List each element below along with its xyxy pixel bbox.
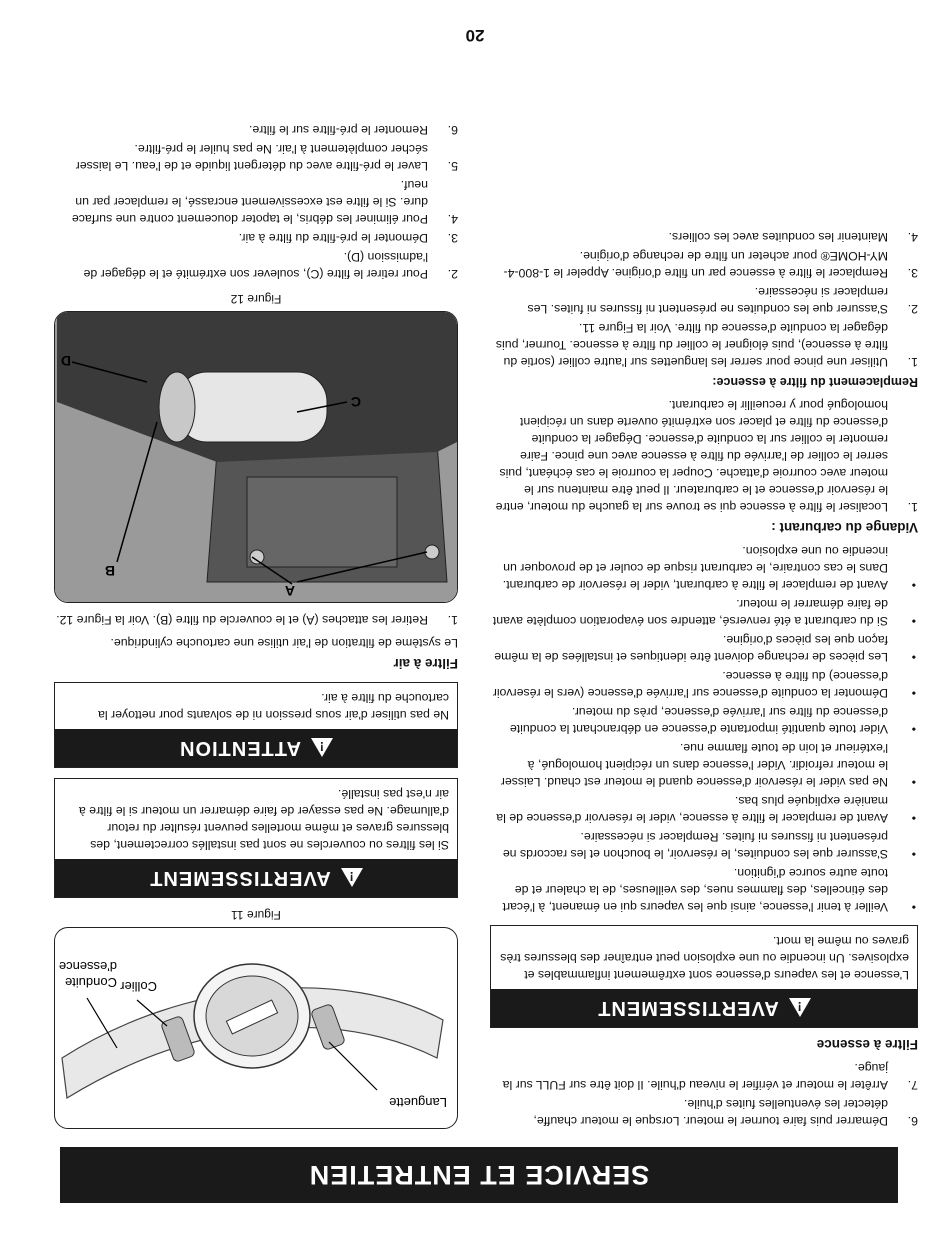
list-item: 1. Utiliser une pince pour serrer les languettes sur l'autre collier (sortie du filtre à essence), puis éloigner le collier du filtre à essence. Tourner, puis dégager la conduite d'essence du filtre. Voir la Figure 11. xyxy=(495,321,918,369)
page-number: 20 xyxy=(465,26,485,45)
list-item: 5. Laver le pré-filtre avec du détergent liquide et de l'eau. Le laisser sécher complètement à l'air. Ne pas huiler le pré-filtre. xyxy=(75,142,458,173)
bullet-icon: • xyxy=(911,722,916,736)
list-item: 3. Remplacer le filtre à essence par un filtre d'origine. Appeler le 1-800-4-MY-HOME® pour acheter un filtre de rechange d'origine. xyxy=(503,249,918,280)
list-item: • Veiller à tenir l'essence, ainsi que les vapeurs qui en émanent, à l'écart des étincelles, des flammes nues, des veilleuses, de la chaleur et de toute autre source d'ignition. xyxy=(502,866,916,914)
air-filter-heading: Filtre à air xyxy=(393,656,458,671)
section-title: SERVICE ET ENTRETIEN xyxy=(308,1160,650,1191)
bullet-icon: • xyxy=(911,578,916,592)
warning-triangle-icon: ! xyxy=(789,999,811,1018)
list-item: 2. S'assurer que les conduites ne présentent ni fissures ni fuites. Les remplacer si nécessaire. xyxy=(527,285,918,316)
list-item: • Vider toute quantité importante d'essence en débranchant la conduite d'essence du filtre sur l'arrivée d'essence, près du moteur. xyxy=(509,705,916,736)
list-item: 2. Pour retirer le filtre (C), soulever son extrémité et le dégager de l'admission (D). xyxy=(83,250,458,281)
list-item: 3. Démonter le pré-filtre du filtre à air. xyxy=(238,231,458,245)
list-item: • Avant de remplacer le filtre à carburant, vider le réservoir de carburant. Dans le cas contraire, le carburant risque de couler et de provoquer un incendie ou une explosion. xyxy=(502,544,916,592)
list-item: • Si du carburant a été renversé, attendre son évaporation complète avant de faire démarrer le moteur. xyxy=(492,597,916,628)
warning-title: AVERTISSEMENT xyxy=(597,997,779,1020)
filter-end-shape xyxy=(159,372,195,442)
figure-12-illustration xyxy=(54,311,458,603)
caution-title: ATTENTION xyxy=(179,737,301,760)
fuel-warning-box xyxy=(490,925,918,1028)
languette-callout-line xyxy=(329,1042,377,1090)
caution-triangle-icon: ! xyxy=(311,739,333,758)
backfire-warning-box xyxy=(54,778,458,898)
list-item: 1. Localiser le filtre à essence qui se trouve sur la gauche du moteur, entre le réservoir d'essence et le carburateur. Il peut être maintenu sur le moteur avec courroie d'attache. Couper la courroie le cas échéant, puis serrer le collier de l'arrivée du filtre à essence avec une pince. Faire remonter le collier sur la conduite d'essence. Dégager la conduite d'essence du filtre et placer son extrémité ouverte dans un récipient homologué pour y recueillir le carburant. xyxy=(495,398,918,514)
figure-11-caption: Figure 11 xyxy=(231,908,281,922)
label-a: A xyxy=(284,583,295,599)
warning-header xyxy=(491,989,917,1027)
section-banner xyxy=(60,1147,898,1203)
list-item: 1. Retirer les attaches (A) et le couvercle du filtre (B). Voir la Figure 12. xyxy=(56,613,458,627)
fuel-filter-drawing xyxy=(54,928,457,1128)
cover-panel-shape xyxy=(247,477,397,567)
figure-12-caption: Figure 12 xyxy=(230,292,282,306)
list-item: • Démonter la conduite d'essence sur l'arrivée d'essence (vers le réservoir d'essence) du filtre à essence. xyxy=(492,669,916,700)
filter-cartridge-shape xyxy=(177,372,327,442)
caution-header xyxy=(55,729,457,767)
conduite-label-1: Conduite xyxy=(64,975,117,990)
languette-label: Languette xyxy=(389,1095,447,1110)
bullet-icon: • xyxy=(911,811,916,825)
drain-steps xyxy=(490,396,918,515)
clip-a-shape xyxy=(425,545,439,559)
fuel-safety-bullets xyxy=(490,542,918,915)
bullet-icon: • xyxy=(911,847,916,861)
engine-oil-steps xyxy=(490,1059,918,1129)
list-item: 4. Pour éliminer les débris, le tapoter doucement contre une surface dure. Si le filtre est excessivement encrassé, le remplacer par un neuf. xyxy=(71,178,458,226)
replace-heading: Remplacement du filtre à essence: xyxy=(712,375,918,389)
label-c: C xyxy=(350,394,361,410)
label-b: B xyxy=(104,563,115,579)
air-filter-steps-a xyxy=(54,611,458,628)
bullet-icon: • xyxy=(911,900,916,914)
left-column xyxy=(490,226,918,1129)
air-filter-steps-b xyxy=(54,121,458,282)
fuel-filter-heading: Filtre à essence xyxy=(816,1037,918,1052)
figure-11-illustration xyxy=(54,927,458,1129)
warning-header xyxy=(55,859,457,897)
warning-text: L'essence et les vapeurs d'essence sont extrêmement inflammables et explosives. Un incendie ou une explosion peut entraîner des blessures très graves ou même la mort. xyxy=(500,934,909,982)
list-item: • Les pièces de rechange doivent être identiques et installées de la même façon que les pièces d'origine. xyxy=(494,633,916,664)
list-item: 6. Démarrer puis faire tourner le moteur. Lorsque le moteur chauffe, détecter les éventuelles fuites d'huile. xyxy=(533,1097,918,1128)
air-filter-intro: Le système de filtration de l'air utilise une cartouche cylindrique. xyxy=(110,636,458,650)
conduite-label-2: d'essence xyxy=(58,959,117,974)
caution-text: Ne pas utiliser d'air sous pression ni de solvants pour nettoyer la cartouche du filtre à air. xyxy=(98,691,449,722)
bullet-icon: • xyxy=(911,775,916,789)
list-item: 6. Remonter le pré-filtre sur le filtre. xyxy=(248,123,458,137)
label-d: D xyxy=(60,353,71,369)
list-item: • S'assurer que les conduites, le réservoir, le bouchon et les raccords ne présentent ni fissures ni fuites. Remplacer si nécessaire. xyxy=(502,830,916,861)
list-item: • Ne pas vider le réservoir d'essence quand le moteur est chaud. Laisser le moteur refroidir. Vider l'essence dans un récipient homologué, à l'extérieur et loin de toute flamme nue. xyxy=(500,741,916,789)
list-item: 4. Maintenir les conduites avec les colliers. xyxy=(668,230,918,244)
replace-steps xyxy=(490,228,918,370)
right-column xyxy=(54,119,458,1129)
air-filter-drawing xyxy=(54,312,457,602)
caution-box xyxy=(54,682,458,768)
list-item: • Avant de remplacer le filtre à essence, vider le réservoir d'essence de la manière expliquée plus bas. xyxy=(496,794,916,825)
warning-text: Si les filtres ou couvercles ne sont pas installés correctement, des blessures graves et même mortelles peuvent résulter du retour d'allumage. Ne pas essayer de faire démarrer un moteur si le filtre à air n'est pas installé. xyxy=(78,787,449,852)
bullet-icon: • xyxy=(911,650,916,664)
list-item: 7. Arrêter le moteur et vérifier le niveau d'huile. Il doit être sur FULL sur la jauge. xyxy=(502,1061,918,1092)
bullet-icon: • xyxy=(911,686,916,700)
bullet-icon: • xyxy=(911,614,916,628)
warning-title: AVERTISSEMENT xyxy=(149,867,331,890)
warning-triangle-icon: ! xyxy=(341,869,363,888)
collier-label: Collier xyxy=(120,979,157,994)
drain-heading: Vidange du carburant : xyxy=(771,520,918,535)
